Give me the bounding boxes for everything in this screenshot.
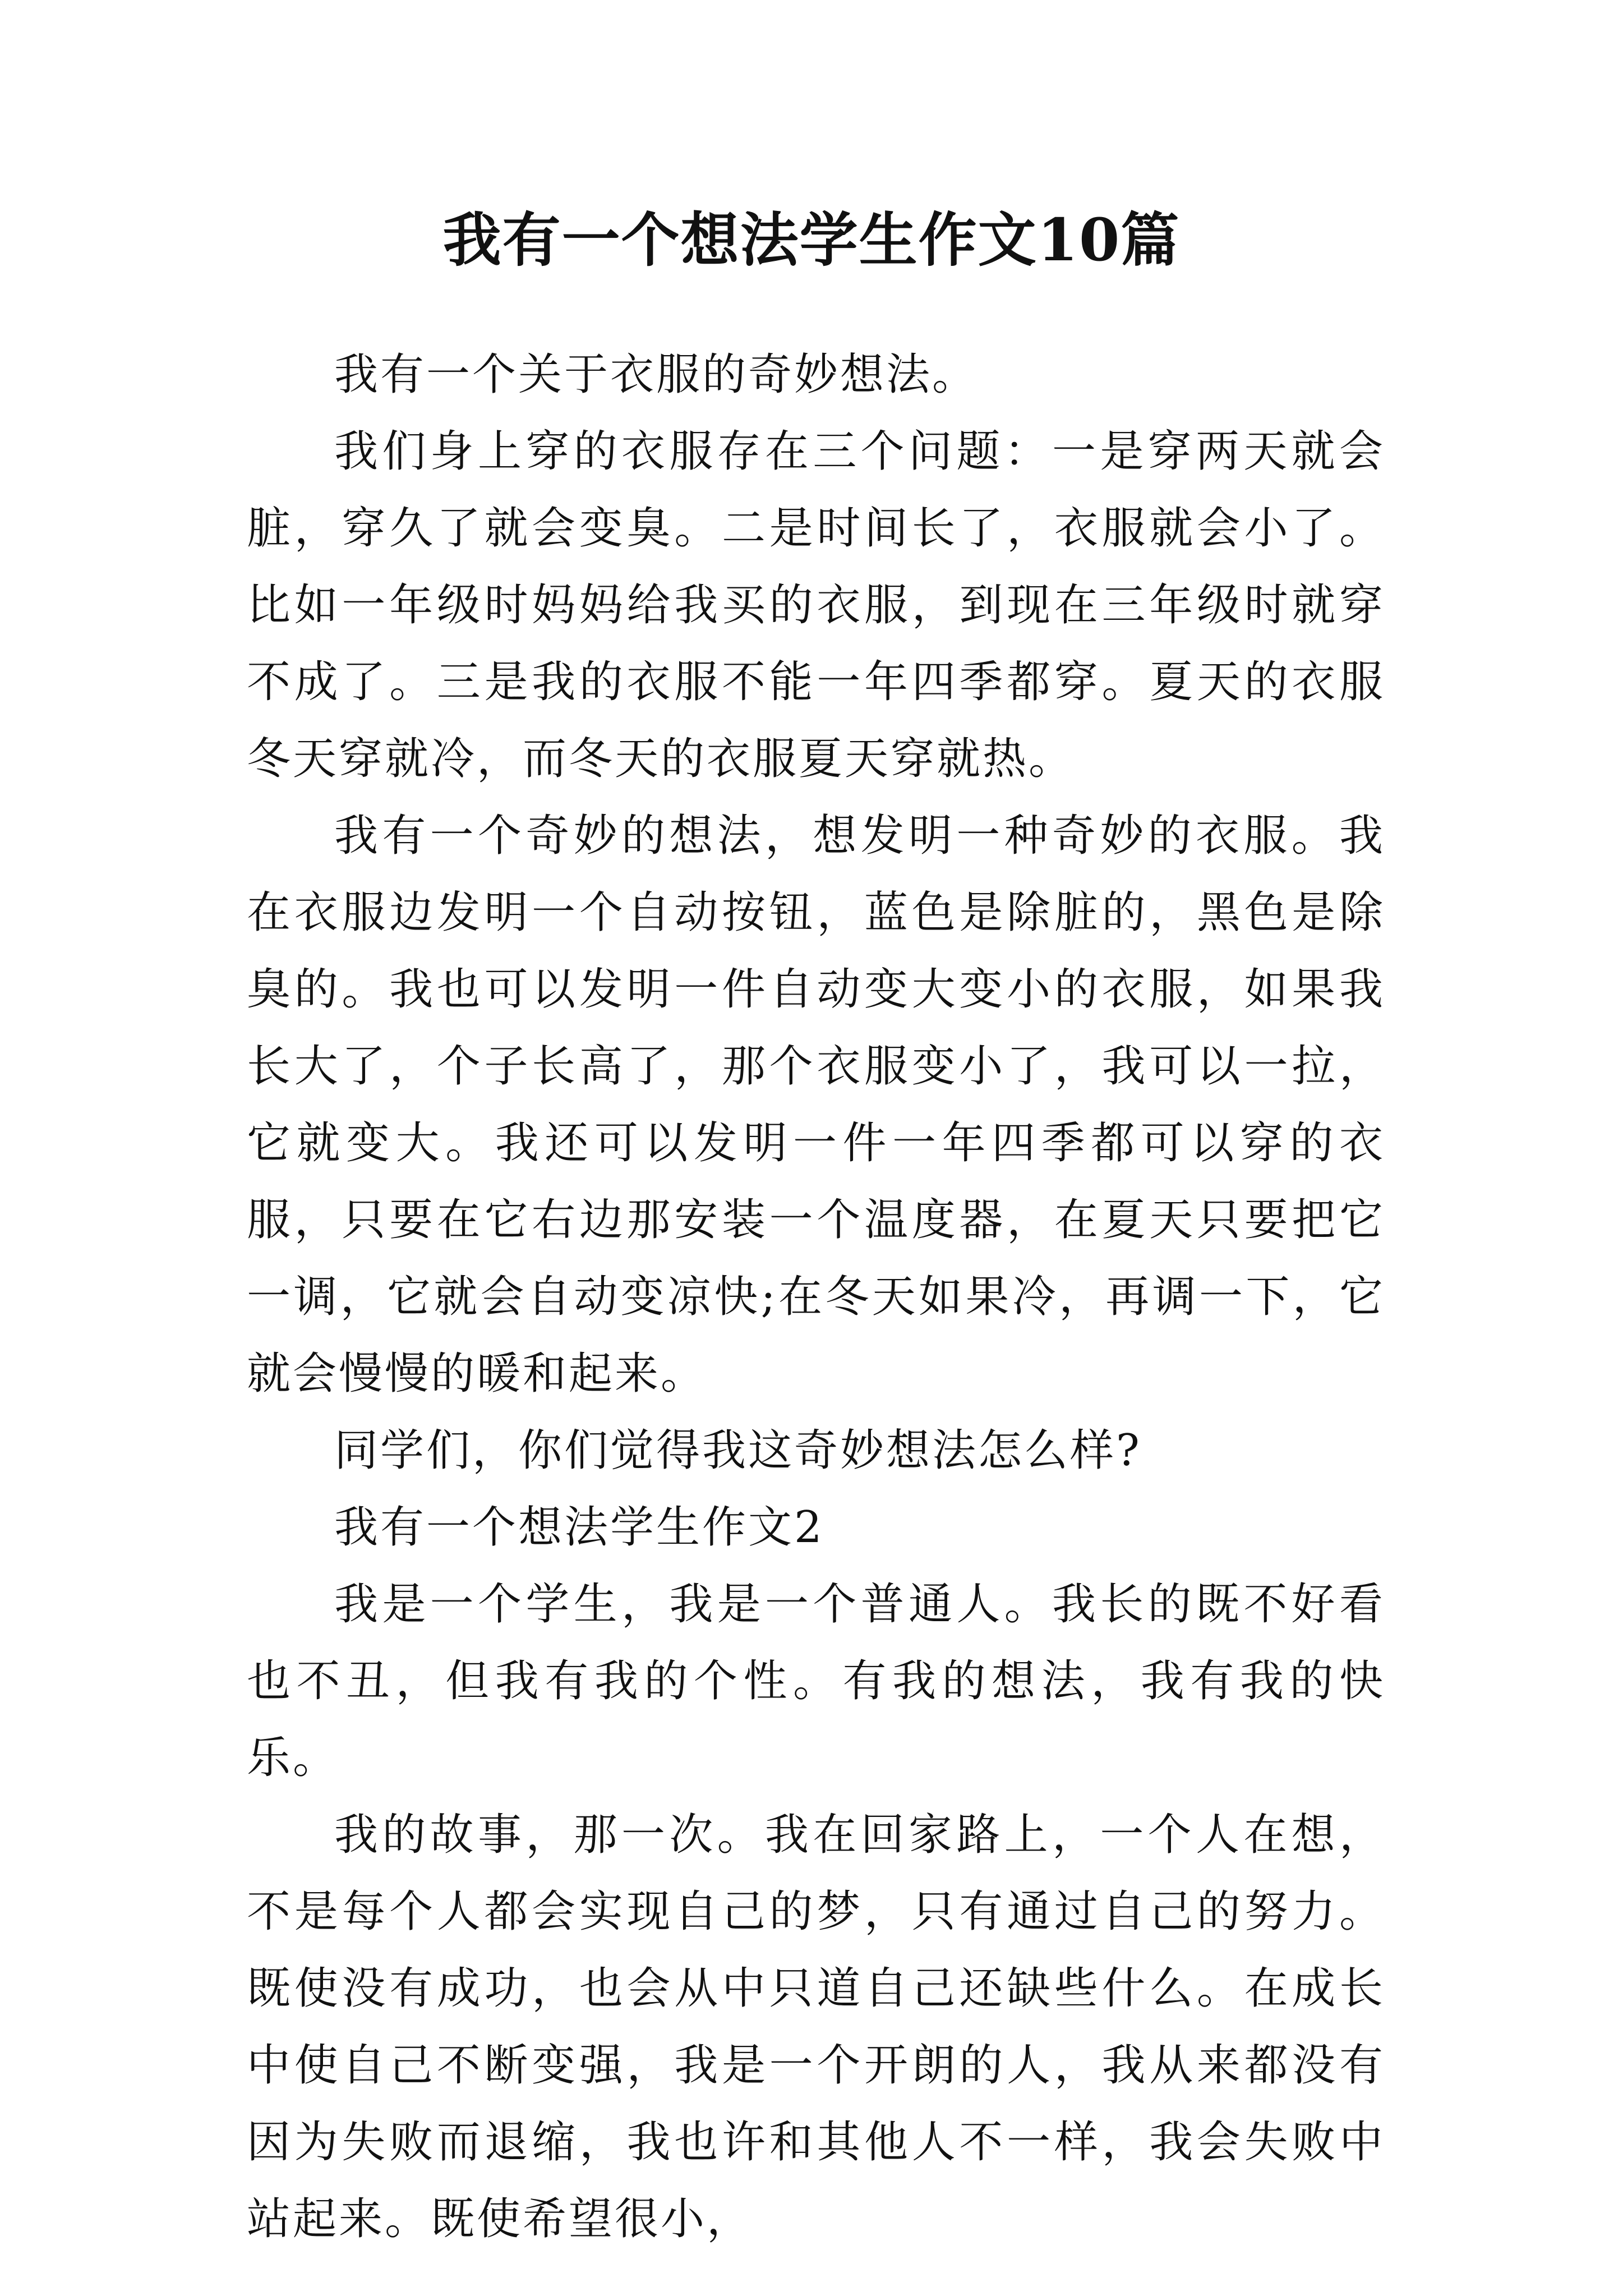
paragraph: 我有一个奇妙的想法，想发明一种奇妙的衣服。我在衣服边发明一个自动按钮，蓝色是除脏的，黑色是除臭的。我也可以发明一件自动变大变小的衣服，如果我长大了，个子长高了，那个衣服变小了，我可以一拉，它就变大。我还可以发明一件一年四季都可以穿的衣服，只要在它右边那安装一个温度器，在夏天只要把它一调，它就会自动变凉快;在冬天如果冷，再调一下，它就会慢慢的暖和起来。: [247, 811, 1385, 1399]
section-heading: 我有一个想法学生作文2: [334, 1502, 824, 1553]
paragraph: 我们身上穿的衣服存在三个问题：一是穿两天就会脏，穿久了就会变臭。二是时间长了，衣服就会小了。比如一年级时妈妈给我买的衣服，到现在三年级时就穿不成了。三是我的衣服不能一年四季都穿。夏天的衣服冬天穿就冷，而冬天的衣服夏天穿就热。: [247, 426, 1385, 784]
paragraph: 我的故事，那一次。我在回家路上，一个人在想，不是每个人都会实现自己的梦，只有通过自己的努力。既使没有成功，也会从中只道自己还缺些什么。在成长中使自己不断变强，我是一个开朗的人，我从来都没有因为失败而退缩，我也许和其他人不一样，我会失败中站起来。既使希望很小，: [247, 1810, 1385, 2244]
paragraph: 同学们，你们觉得我这奇妙想法怎么样?: [334, 1425, 1142, 1476]
paragraph: 我有一个关于衣服的奇妙想法。: [334, 349, 979, 400]
paragraph: 我是一个学生，我是一个普通人。我长的既不好看也不丑，但我有我的个性。有我的想法，我有我的快乐。: [247, 1579, 1385, 1783]
document-title: 我有一个想法学生作文10篇: [442, 205, 1181, 274]
document-body: [247, 337, 1385, 2258]
